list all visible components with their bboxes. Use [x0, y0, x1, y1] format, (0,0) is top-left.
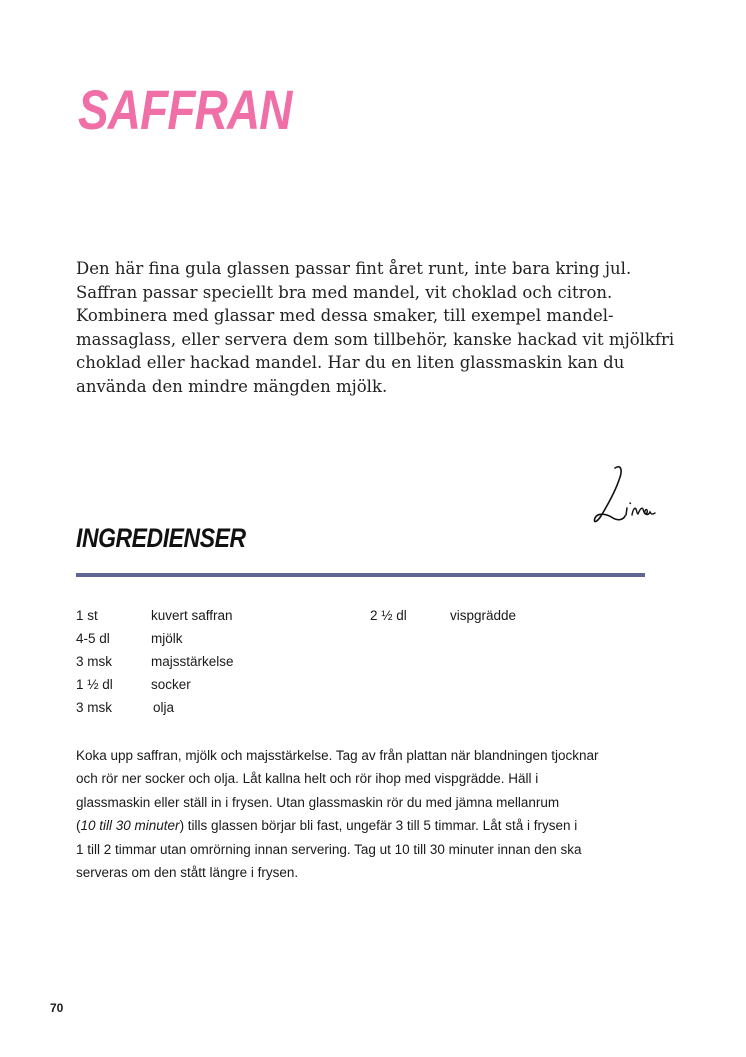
signature-lina: [585, 462, 657, 530]
intro-line: Den här fina gula glassen passar fint året runt, inte bara kring jul.: [76, 259, 632, 278]
ingredient-amount: 2 ½ dl: [370, 608, 407, 623]
method-line: Koka upp saffran, mjölk och majsstärkelse. Tag av från plattan när blandningen tjocknar: [76, 748, 599, 763]
page-number: 70: [50, 1001, 64, 1015]
method-line: [76, 814, 651, 837]
recipe-title: SAFFRAN: [78, 78, 292, 141]
method-line: serveras om den stått längre i frysen.: [76, 865, 299, 881]
method-line: glassmaskin eller ställ in i frysen. Utan glassmaskin rör du med jämna mellanrum: [76, 794, 560, 810]
ingredient-amount: 3 msk: [76, 700, 113, 715]
paren-open: (: [76, 818, 81, 834]
intro-line: Kombinera med glassar med dessa smaker, till exempel mandel-: [76, 306, 614, 326]
time-range-italic: 10 till 30 minuter: [80, 818, 180, 834]
ingredient-name: olja: [153, 700, 175, 715]
ingredient-name: kuvert saffran: [151, 608, 233, 623]
intro-line: massaglass, eller servera dem som tillbehör, kanske hackad vit mjölkfri: [76, 329, 675, 349]
intro-line: Saffran passar speciellt bra med mandel, vit choklad och citron.: [76, 282, 613, 302]
ingredient-name: vispgrädde: [450, 608, 517, 623]
method-line: 1 till 2 timmar utan omrörning innan servering. Tag ut 10 till 30 minuter innan den ska: [76, 841, 582, 857]
ingredients-heading: INGREDIENSER: [76, 523, 246, 553]
method-line-rest: ) tills glassen börjar bli fast, ungefär 3 till 5 timmar. Låt stå i frysen i: [179, 818, 578, 834]
method-line: och rör ner socker och olja. Låt kallna helt och rör ihop med vispgrädde. Häll i: [76, 771, 539, 787]
method-paragraph: [76, 744, 651, 884]
intro-paragraph: [76, 257, 675, 399]
ingredient-name: mjölk: [151, 631, 183, 646]
ingredient-amount: 1 st: [76, 608, 98, 623]
ingredient-name: socker: [151, 677, 191, 692]
intro-line: choklad eller hackad mandel. Har du en liten glassmaskin kan du: [76, 353, 625, 373]
intro-line: använda den mindre mängden mjölk.: [76, 376, 388, 396]
ingredient-amount: 1 ½ dl: [76, 677, 113, 692]
ingredient-name: majsstärkelse: [151, 654, 234, 669]
ingredient-amount: 3 msk: [76, 654, 113, 669]
ingredient-amount: 4-5 dl: [76, 631, 110, 646]
section-divider: [76, 573, 645, 577]
